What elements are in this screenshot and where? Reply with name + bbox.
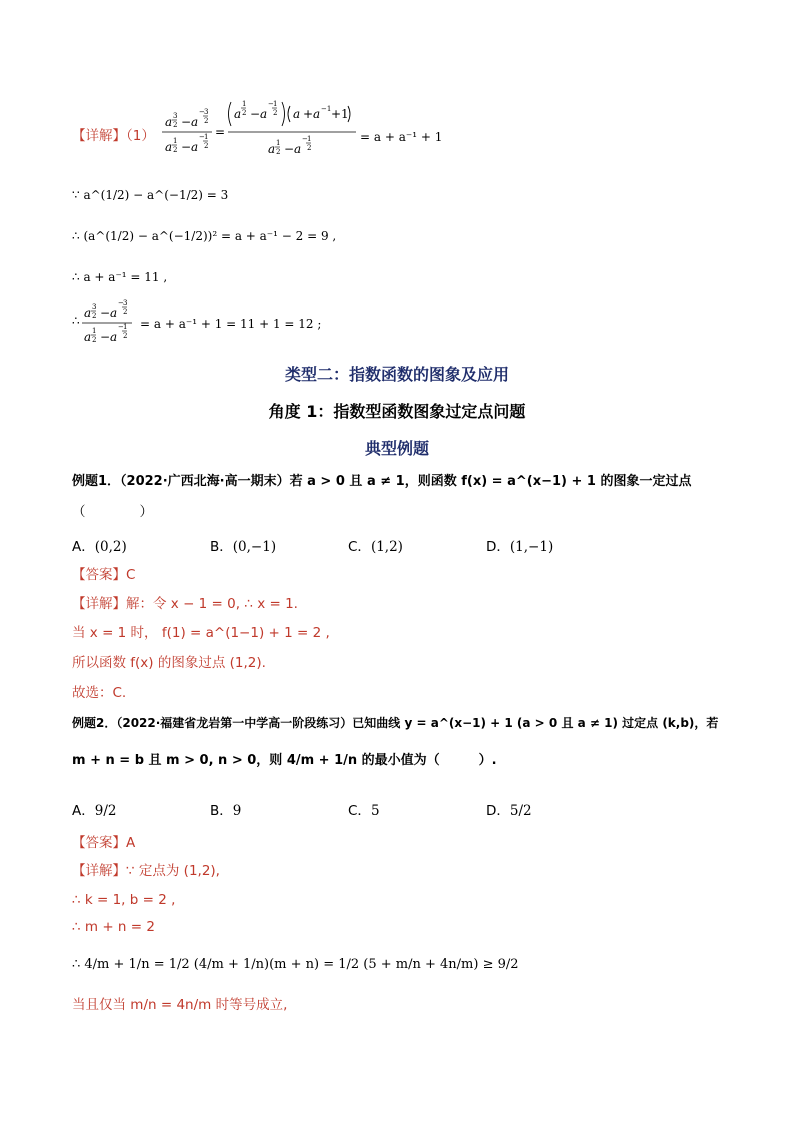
svg-text:a: a: [84, 330, 92, 344]
svg-text:2: 2: [307, 144, 312, 152]
svg-text:=: =: [215, 125, 226, 139]
heading-type2: 类型二：指数函数的图象及应用: [284, 365, 509, 384]
svg-text:1: 1: [273, 100, 278, 108]
svg-text:a: a: [293, 107, 301, 121]
detail-label: 【详解】（1）: [72, 128, 155, 144]
svg-text:a: a: [294, 142, 302, 156]
svg-text:−: −: [118, 299, 124, 307]
svg-text:a: a: [191, 140, 199, 154]
example1-detail-4: 故选：C.: [72, 685, 127, 701]
svg-text:a: a: [260, 107, 268, 121]
svg-text:2: 2: [173, 121, 178, 129]
detail-line-sum: ∴ a + a⁻¹ = 11 ,: [72, 270, 168, 284]
svg-text:+1: +1: [331, 107, 349, 121]
svg-text:1: 1: [173, 137, 178, 145]
example2-option-a[interactable]: A．9/2: [72, 803, 117, 819]
heading-angle1: 角度 1：指数型函数图象过定点问题: [268, 402, 526, 421]
example1-option-d[interactable]: D．(1,−1): [486, 539, 554, 555]
svg-text:1: 1: [242, 100, 247, 108]
svg-text:∴: ∴: [72, 314, 80, 328]
svg-text:−: −: [100, 330, 111, 344]
detail-line-square: ∴ (a^(1/2) − a^(−1/2))² = a + a⁻¹ − 2 = 9 ,: [72, 229, 337, 243]
svg-text:−: −: [302, 135, 308, 143]
example2-detail-5: 当且仅当 m/n = 4n/m 时等号成立,: [72, 997, 288, 1013]
svg-text:a: a: [165, 115, 173, 129]
svg-text:1: 1: [307, 135, 312, 143]
svg-text:a: a: [110, 330, 118, 344]
detail-equation-1-rhs: = a + a⁻¹ + 1: [360, 130, 443, 144]
example1-detail-3: 所以函数 f(x) 的图象过点 (1,2).: [72, 655, 266, 671]
example1-option-a[interactable]: A．(0,2): [72, 539, 127, 555]
svg-text:1: 1: [276, 139, 281, 147]
example1-answer: 【答案】C: [72, 567, 136, 583]
heading-typical-examples: 典型例题: [364, 439, 429, 458]
svg-text:1: 1: [204, 133, 209, 141]
svg-text:2: 2: [276, 148, 281, 156]
detail-equation-final-lhs: [72, 295, 138, 351]
example2-detail-4: ∴ 4/m + 1/n = 1/2 (4/m + 1/n)(m + n) = 1/2 (5 + m/n + 4n/m) ≥ 9/2: [72, 957, 519, 972]
example2-option-b[interactable]: B．9: [210, 803, 242, 819]
svg-text:2: 2: [204, 142, 209, 150]
example2-detail-2: ∴ k = 1, b = 2 ,: [72, 892, 176, 908]
svg-text:−: −: [100, 306, 111, 320]
svg-text:a: a: [110, 306, 118, 320]
example2-answer: 【答案】A: [72, 835, 136, 851]
svg-text:−: −: [181, 140, 192, 154]
svg-text:3: 3: [204, 108, 209, 116]
svg-text:2: 2: [92, 312, 97, 320]
svg-text:1: 1: [92, 327, 97, 335]
svg-text:−: −: [268, 100, 274, 108]
svg-text:a: a: [234, 107, 242, 121]
svg-text:2: 2: [92, 336, 97, 344]
svg-text:−: −: [181, 115, 192, 129]
svg-text:a: a: [84, 306, 92, 320]
svg-text:−: −: [250, 107, 261, 121]
svg-text:3: 3: [173, 112, 178, 120]
example2-title: 例题2．（2022·福建省龙岩第一中学高一阶段练习）已知曲线 y = a^(x−1) + 1 (a > 0 且 a ≠ 1) 过定点 (k,b)，若: [72, 716, 719, 730]
svg-text:2: 2: [123, 308, 128, 316]
example1-title: 例题1．（2022·广西北海·高一期末）若 a > 0 且 a ≠ 1，则函数 f(x) = a^(x−1) + 1 的图象一定过点: [72, 474, 692, 489]
svg-text:−: −: [284, 142, 295, 156]
detail-line-given: ∵ a^(1/2) − a^(−1/2) = 3: [72, 188, 229, 202]
example2-option-c[interactable]: C．5: [348, 803, 380, 819]
svg-text:3: 3: [92, 303, 97, 311]
svg-text:−: −: [199, 108, 205, 116]
svg-text:1: 1: [123, 323, 128, 331]
svg-text:2: 2: [273, 109, 278, 117]
svg-text:−1: −1: [321, 105, 332, 113]
svg-text:+: +: [303, 107, 314, 121]
example2-title-2: m + n = b 且 m > 0, n > 0，则 4/m + 1/n 的最小值为（ ）.: [72, 753, 497, 768]
example1-option-c[interactable]: C．(1,2): [348, 539, 403, 555]
svg-text:2: 2: [173, 146, 178, 154]
example2-option-d[interactable]: D．5/2: [486, 803, 532, 819]
svg-text:a: a: [165, 140, 173, 154]
svg-text:−: −: [118, 323, 124, 331]
example1-detail-1: 【详解】解：令 x − 1 = 0, ∴ x = 1.: [72, 596, 298, 612]
svg-text:2: 2: [123, 332, 128, 340]
example2-detail-3: ∴ m + n = 2: [72, 919, 155, 935]
example1-paren: （ ）: [72, 504, 153, 520]
svg-text:a: a: [268, 142, 276, 156]
example1-detail-2: 当 x = 1 时， f(1) = a^(1−1) + 1 = 2 ,: [72, 625, 330, 641]
svg-text:a: a: [313, 107, 321, 121]
svg-text:3: 3: [123, 299, 128, 307]
svg-text:2: 2: [204, 117, 209, 125]
svg-text:2: 2: [242, 109, 247, 117]
example1-option-b[interactable]: B．(0,−1): [210, 539, 277, 555]
svg-text:a: a: [191, 115, 199, 129]
svg-text:−: −: [199, 133, 205, 141]
example2-detail-1: 【详解】∵ 定点为 (1,2),: [72, 863, 220, 879]
detail-equation-final-rhs: = a + a⁻¹ + 1 = 11 + 1 = 12 ;: [140, 317, 322, 331]
